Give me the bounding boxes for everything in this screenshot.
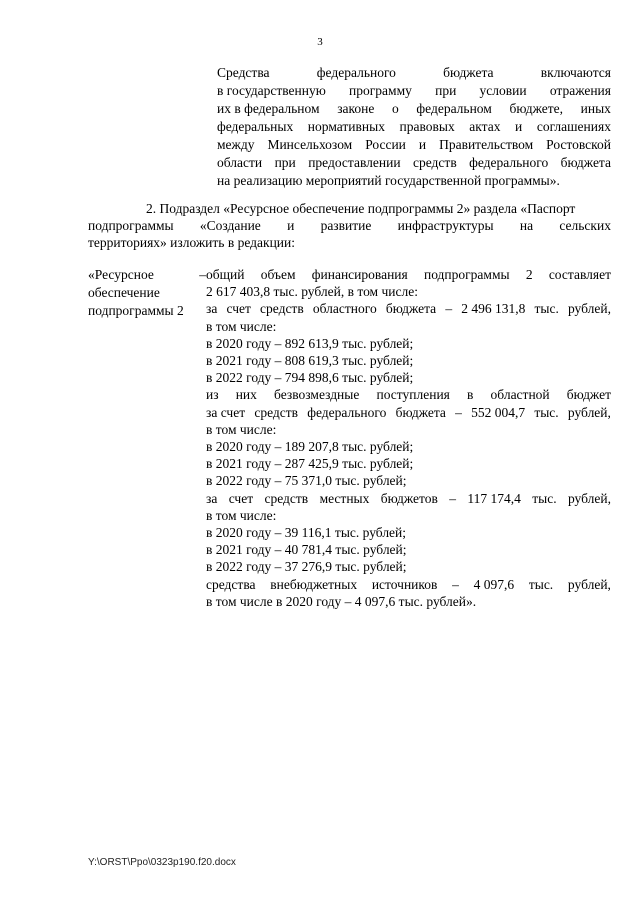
word: сельских — [559, 218, 611, 233]
word: общий — [206, 267, 245, 282]
funding-line: в том числе: — [206, 507, 277, 523]
funding-line: 2 617 403,8 тыс. рублей, в том числе: — [206, 284, 418, 300]
word: нормативных — [307, 119, 385, 134]
paragraph-line-justified — [217, 100, 611, 118]
word: тыс. — [534, 301, 559, 317]
label-resource: «Ресурсное — [88, 267, 154, 282]
word: счет — [228, 490, 254, 506]
file-path-footer: Y:\ORST\Ppo\0323p190.f20.docx — [88, 857, 236, 868]
word: за — [206, 490, 218, 506]
table-right-column — [206, 266, 611, 610]
paragraph-subsection-2 — [88, 200, 611, 251]
funding-line: в 2022 году – 794 898,6 тыс. рублей; — [206, 370, 414, 386]
word: рублей, — [567, 404, 611, 420]
funding-line: в 2020 году – 189 207,8 тыс. рублей; — [206, 439, 414, 455]
word: их в федеральном — [217, 101, 320, 116]
word: бюджета — [443, 65, 494, 80]
paragraph-line-justified — [217, 64, 611, 82]
funding-line: в 2021 году – 40 781,4 тыс. рублей; — [206, 542, 407, 558]
word: счет — [226, 301, 251, 317]
label-provision: обеспечение — [88, 285, 160, 300]
funding-line-justified — [206, 300, 611, 317]
word: России — [365, 137, 406, 152]
word: поступления — [376, 387, 450, 403]
word: средства — [206, 576, 256, 592]
word: бюджете, — [509, 101, 564, 116]
word: программу — [349, 83, 412, 98]
word: отражения — [549, 83, 611, 98]
word: условии — [479, 83, 527, 98]
word: 2 — [525, 267, 533, 282]
word: федерального — [469, 155, 549, 170]
word: между — [217, 137, 255, 152]
table-left-column — [88, 266, 206, 320]
word: средств — [260, 301, 304, 317]
paragraph-federal-budget — [217, 64, 611, 190]
funding-line: в 2020 году – 39 116,1 тыс. рублей; — [206, 525, 407, 541]
word: рублей, — [567, 301, 611, 317]
paragraph-line: территориях» изложить в редакции: — [88, 235, 295, 250]
funding-line: в 2020 году – 892 613,9 тыс. рублей; — [206, 335, 414, 351]
word: средств — [264, 490, 309, 506]
label-subprogram: подпрограммы 2 — [88, 303, 184, 318]
word: соглашениях — [536, 119, 611, 134]
word: бюджета — [560, 155, 611, 170]
word: в — [467, 387, 474, 403]
word: рублей, — [567, 490, 611, 506]
funding-line-justified — [206, 386, 611, 403]
word: федерального — [307, 404, 387, 420]
word: Ростовской — [546, 137, 611, 152]
word: 4 097,6 — [473, 576, 515, 592]
word: местных — [319, 490, 370, 506]
paragraph-line-justified — [217, 82, 611, 100]
word: за — [206, 301, 218, 317]
word: Минсельхозом — [267, 137, 353, 152]
word: объем — [260, 267, 296, 282]
paragraph-last-line: на реализацию мероприятий государственной программы». — [217, 173, 560, 188]
funding-line-justified — [206, 576, 611, 593]
word: 117 174,4 — [467, 490, 521, 506]
word: бюджета — [395, 404, 446, 420]
word: из — [206, 387, 219, 403]
word: развитие — [320, 218, 372, 233]
funding-line: в 2022 году – 37 276,9 тыс. рублей; — [206, 559, 407, 575]
paragraph-line-justified — [217, 136, 611, 154]
word: при — [274, 155, 296, 170]
word: 552 004,7 — [471, 404, 526, 420]
funding-line-justified — [206, 490, 611, 507]
word: тыс. — [532, 490, 557, 506]
funding-line: в 2021 году – 808 619,3 тыс. рублей; — [206, 353, 414, 369]
funding-line-justified — [206, 266, 611, 283]
word: на — [519, 218, 534, 233]
word: источников — [371, 576, 438, 592]
word: бюджет — [566, 387, 611, 403]
word: подпрограммы — [88, 218, 174, 233]
word: инфраструктуры — [397, 218, 494, 233]
page-number: 3 — [317, 36, 323, 48]
paragraph-line-justified — [217, 154, 611, 172]
word: и — [287, 218, 295, 233]
word: иных — [580, 101, 611, 116]
word: рублей, — [567, 576, 611, 592]
word: включаются — [540, 65, 611, 80]
word: Средства — [217, 65, 270, 80]
funding-line: в 2022 году – 75 371,0 тыс. рублей; — [206, 473, 407, 489]
funding-line: в том числе: — [206, 318, 277, 334]
word: – — [455, 404, 462, 420]
word: тыс. — [528, 576, 554, 592]
word: и — [418, 137, 427, 152]
word: подпрограммы — [423, 267, 510, 282]
funding-line: в том числе в 2020 году – 4 097,6 тыс. рублей». — [206, 593, 477, 609]
paragraph-line-justified — [217, 118, 611, 136]
word: – — [449, 490, 456, 506]
word: – — [445, 301, 453, 317]
word: финансирования — [311, 267, 408, 282]
paragraph-line: 2. Подраздел «Ресурсное обеспечение подпрограммы 2» раздела «Паспорт — [146, 201, 576, 216]
funding-line: в 2021 году – 287 425,9 тыс. рублей; — [206, 456, 414, 472]
word: в государственную — [217, 83, 326, 98]
word: и — [515, 119, 523, 134]
word: правовых — [399, 119, 455, 134]
word: – — [452, 576, 459, 592]
word: 2 496 131,8 — [461, 301, 526, 317]
word: них — [235, 387, 257, 403]
label-dash: – — [199, 267, 206, 282]
paragraph-line-justified — [88, 217, 611, 234]
word: средств — [254, 404, 299, 420]
word: областного — [312, 301, 377, 317]
word: федеральном — [416, 101, 492, 116]
word: бюджета — [385, 301, 437, 317]
word: федеральных — [217, 119, 294, 134]
word: о — [392, 101, 399, 116]
word: при — [435, 83, 457, 98]
word: за счет — [206, 404, 246, 420]
word: безвозмездные — [274, 387, 360, 403]
word: составляет — [548, 267, 611, 282]
word: областной — [490, 387, 550, 403]
word: актах — [469, 119, 501, 134]
funding-line: в том числе: — [206, 421, 277, 437]
word: внебюджетных — [270, 576, 358, 592]
word: области — [217, 155, 263, 170]
word: «Создание — [199, 218, 261, 233]
word: законе — [337, 101, 375, 116]
word: федерального — [316, 65, 396, 80]
word: тыс. — [534, 404, 559, 420]
funding-line-justified — [206, 404, 611, 421]
word: средств — [413, 155, 457, 170]
word: Правительством — [439, 137, 534, 152]
word: предоставлении — [308, 155, 401, 170]
word: бюджетов — [380, 490, 438, 506]
